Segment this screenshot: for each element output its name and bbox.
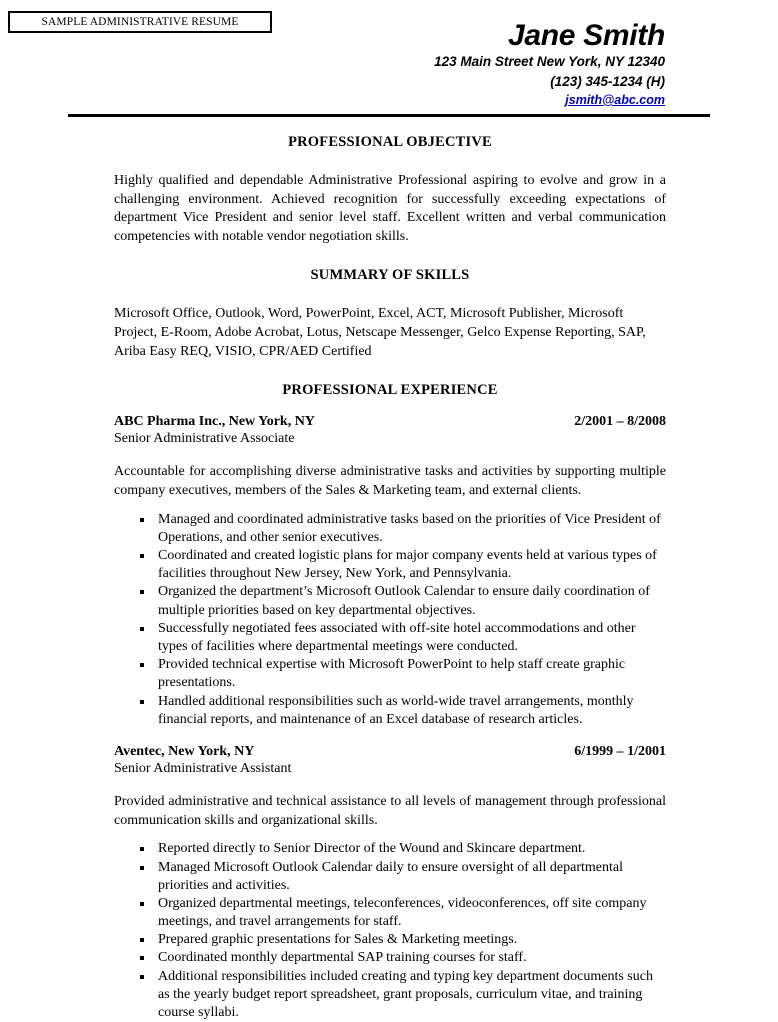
list-item: Managed and coordinated administrative tasks based on the priorities of Vice President of Operations, and other senior executives. bbox=[114, 511, 666, 547]
job-title: Senior Administrative Associate bbox=[114, 431, 295, 447]
list-item: Organized departmental meetings, teleconferences, videoconferences, off site company meetings, and travel arrangements for staff. bbox=[114, 895, 666, 931]
contact-block bbox=[434, 20, 665, 109]
list-item: Managed Microsoft Outlook Calendar daily to ensure oversight of all departmental priorities and activities. bbox=[114, 859, 666, 895]
list-item: Organized the department’s Microsoft Outlook Calendar to ensure daily coordination of multiple priorities based on key departmental objectives. bbox=[114, 583, 666, 619]
list-item: Additional responsibilities included creating and typing key department documents such as the yearly budget report spreadsheet, grant proposals, curriculum vitae, and training course syllabi. bbox=[114, 968, 666, 1022]
resume-body bbox=[114, 134, 666, 1022]
job-entry bbox=[114, 414, 666, 729]
sample-label-box bbox=[8, 11, 272, 33]
person-name: Jane Smith bbox=[507, 19, 665, 52]
contact-phone: (123) 345-1234 (H) bbox=[550, 73, 665, 89]
job-company: Aventec, New York, NY bbox=[114, 743, 255, 759]
job-header bbox=[114, 744, 666, 760]
list-item: Provided technical expertise with Microsoft PowerPoint to help staff create graphic presentations. bbox=[114, 656, 666, 692]
skills-paragraph: Microsoft Office, Outlook, Word, PowerPoint, Excel, ACT, Microsoft Publisher, Microsoft Project, E-Room, Adobe Acrobat, Lotus, Netscape Messenger, Gelco Expense Reporting, SAP, Ariba Easy REQ, VISIO, CPR/AED Certified bbox=[114, 306, 646, 359]
section-heading-skills: SUMMARY OF SKILLS bbox=[310, 267, 470, 284]
list-item: Successfully negotiated fees associated with off-site hotel accommodations and other types of facilities where departmental meetings were conducted. bbox=[114, 620, 666, 656]
job-header bbox=[114, 414, 666, 430]
list-item: Coordinated monthly departmental SAP training courses for staff. bbox=[114, 949, 666, 967]
job-title: Senior Administrative Assistant bbox=[114, 760, 292, 776]
contact-email-link[interactable]: jsmith@abc.com bbox=[565, 92, 665, 107]
section-heading-objective: PROFESSIONAL OBJECTIVE bbox=[288, 134, 492, 150]
job-company: ABC Pharma Inc., New York, NY bbox=[114, 414, 315, 430]
job-summary: Accountable for accomplishing diverse administrative tasks and activities by supporting multiple company executives, members of the Sales & Marketing team, and external clients. bbox=[114, 464, 666, 499]
job-summary: Provided administrative and technical assistance to all levels of management through professional communication skills and organizational skills. bbox=[114, 794, 666, 828]
list-item: Prepared graphic presentations for Sales & Marketing meetings. bbox=[114, 931, 666, 949]
objective-paragraph: Highly qualified and dependable Administrative Professional aspiring to evolve and grow in a challenging environment. Achieved recognition for successfully exceeding expectations of department Vice President and senior level staff. Excellent written and verbal communication competencies with notable vendor negotiation skills. bbox=[114, 173, 666, 244]
job-bullet-list bbox=[114, 511, 666, 729]
list-item: Coordinated and created logistic plans for major company events held at various types of facilities throughout New Jersey, New York, and Pennsylvania. bbox=[114, 547, 666, 583]
job-dates: 2/2001 – 8/2008 bbox=[574, 414, 666, 430]
job-bullet-list bbox=[114, 840, 666, 1022]
job-entry bbox=[114, 744, 666, 1022]
list-item: Handled additional responsibilities such as world-wide travel arrangements, monthly financial reports, and maintenance of an Excel database of research articles. bbox=[114, 693, 666, 729]
section-heading-experience: PROFESSIONAL EXPERIENCE bbox=[282, 382, 498, 399]
contact-address: 123 Main Street New York, NY 12340 bbox=[434, 54, 665, 70]
job-dates: 6/1999 – 1/2001 bbox=[574, 743, 666, 759]
sample-label-text: SAMPLE ADMINISTRATIVE RESUME bbox=[41, 16, 239, 28]
list-item: Reported directly to Senior Director of the Wound and Skincare department. bbox=[114, 840, 666, 858]
header-divider-rule bbox=[68, 114, 710, 117]
